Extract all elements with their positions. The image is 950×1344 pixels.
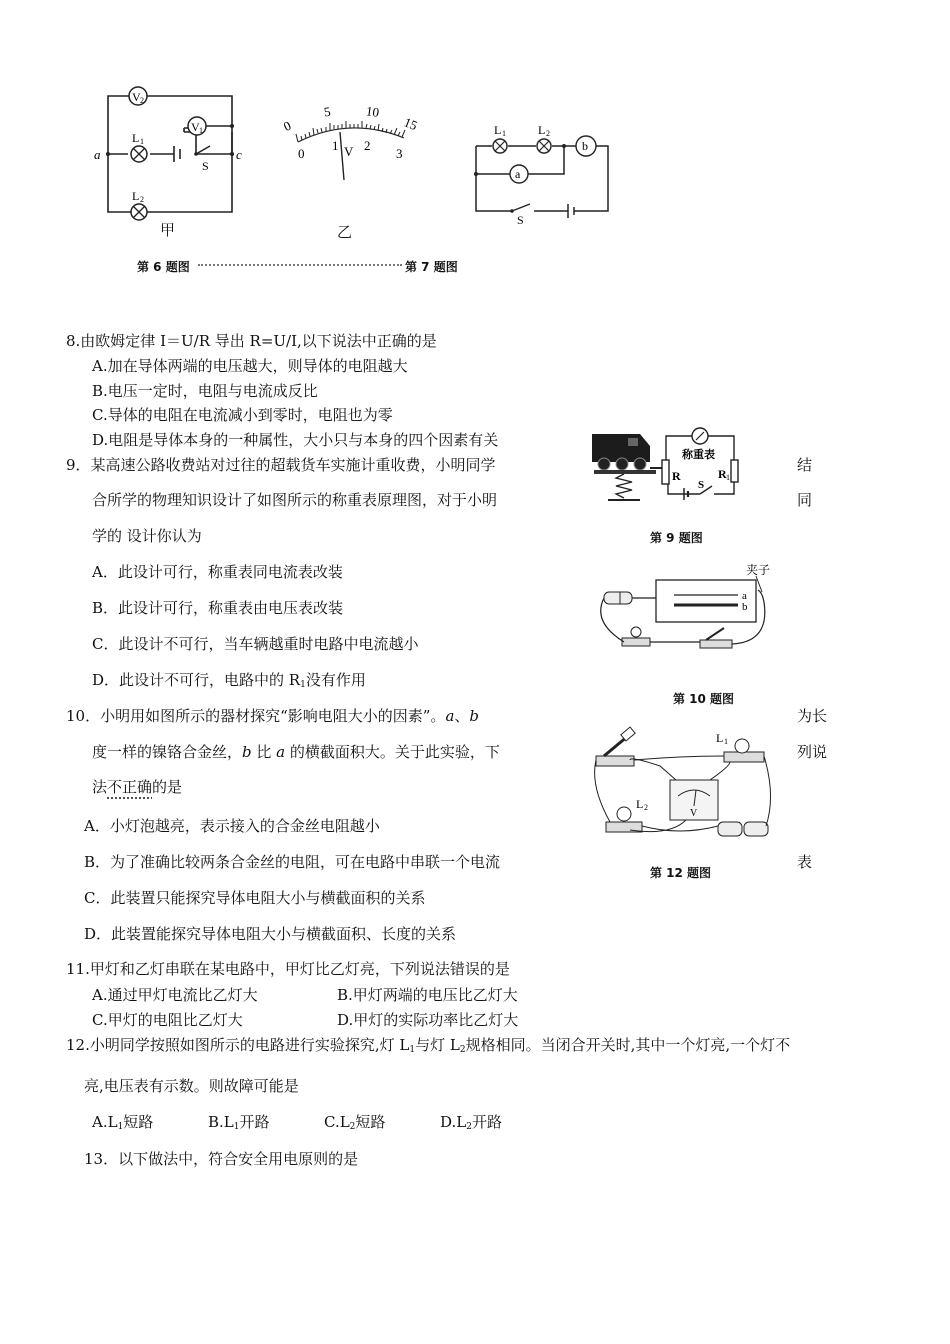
question-10-line-1: 10．小明用如图所示的器材探究“影响电阻大小的因素”。a、b <box>66 707 480 725</box>
voltmeter-icon <box>670 780 718 820</box>
svg-text:L: L <box>132 189 140 203</box>
svg-text:夹子: 夹子 <box>746 563 771 577</box>
question-9-option-a: A．此设计可行，称重表同电流表改装 <box>92 563 343 581</box>
lamp-l1-icon <box>131 131 147 162</box>
svg-text:R: R <box>672 469 681 483</box>
figure-6-voltmeter-dial <box>278 102 428 187</box>
svg-text:R: R <box>718 467 727 481</box>
svg-text:称重表: 称重表 <box>682 449 715 461</box>
question-12-line-2: 亮,电压表有示数。则故障可能是 <box>84 1077 299 1095</box>
question-9-line-2-tail: 同 <box>797 491 813 509</box>
question-9-line-1-tail: 结 <box>797 456 813 474</box>
weighing-meter-icon <box>681 428 715 461</box>
truck-icon <box>592 434 650 470</box>
svg-text:10: 10 <box>365 103 381 120</box>
svg-text:L: L <box>132 131 140 145</box>
figure-9-weighing-circuit <box>588 420 748 510</box>
figure-6-sub-label-jia: 甲 <box>160 221 176 239</box>
question-11-option-b: B.甲灯两端的电压比乙灯大 <box>337 986 518 1004</box>
figure-6-circuit-jia <box>88 80 248 230</box>
svg-text:1: 1 <box>199 126 203 135</box>
svg-text:1: 1 <box>332 138 339 153</box>
switch-s-icon <box>510 204 530 225</box>
svg-text:1: 1 <box>724 737 728 746</box>
svg-text:2: 2 <box>364 138 371 153</box>
figure-12-circuit-photo <box>590 726 780 854</box>
svg-text:S: S <box>202 159 209 173</box>
question-11-option-d: D.甲灯的实际功率比乙灯大 <box>337 1011 519 1029</box>
svg-text:1: 1 <box>502 129 506 138</box>
question-10-line-2: 度一样的镍铬合金丝，b 比 a 的横截面积大。关于此实验，下 <box>92 743 500 761</box>
figure-7-caption: 第 7 题图 <box>405 260 458 274</box>
svg-text:0: 0 <box>280 117 294 135</box>
question-8-option-d: D.电阻是导体本身的一种属性，大小只与本身的四个因素有关 <box>92 431 499 449</box>
question-9-line-2: 合所学的物理知识设计了如图所示的称重表原理图，对于小明 <box>92 491 498 509</box>
lamp-l2-icon <box>131 189 147 220</box>
svg-text:1: 1 <box>140 137 144 146</box>
lamp-l2-icon <box>537 123 551 153</box>
question-12-option-c: $C.L_2$短路 <box>324 1113 386 1132</box>
question-11-stem: 11.甲灯和乙灯串联在某电路中，甲灯比乙灯亮，下列说法错误的是 <box>66 960 510 978</box>
question-10-option-b-tail: 表 <box>797 853 813 871</box>
question-9-option-d: D．此设计不可行，电路中的 $R_1$没有作用 <box>92 671 366 690</box>
question-9-option-b: B．此设计可行，称重表由电压表改装 <box>92 599 344 617</box>
question-10-line-3: 法不正确的是 <box>92 778 183 796</box>
meter-scale <box>296 121 405 142</box>
svg-text:S: S <box>698 479 705 491</box>
switch-icon <box>700 628 732 648</box>
switch-icon <box>596 727 635 766</box>
figure-10-wire-apparatus <box>590 562 780 662</box>
svg-text:a: a <box>94 147 101 162</box>
svg-text:0: 0 <box>298 146 305 161</box>
figure-6-sub-label-yi: 乙 <box>337 223 353 241</box>
svg-text:b: b <box>742 601 748 613</box>
lamp-l2-icon <box>606 797 648 832</box>
question-10-option-c: C．此装置只能探究导体电阻大小与横截面积的关系 <box>84 889 426 907</box>
svg-text:5: 5 <box>322 103 332 120</box>
svg-text:2: 2 <box>140 96 144 105</box>
question-9-line-1: 9．某高速公路收费站对过往的超载货车实施计重收费，小明同学 <box>66 456 496 474</box>
question-10-option-d: D．此装置能探究导体电阻大小与横截面积、长度的关系 <box>84 925 457 943</box>
svg-text:V: V <box>690 808 698 819</box>
svg-text:L: L <box>716 731 724 745</box>
switch-s-icon <box>698 479 712 494</box>
svg-text:2: 2 <box>644 803 648 812</box>
question-10-line-1-tail: 为长 <box>797 707 828 725</box>
question-8-stem: 8.由欧姆定律 I＝U/R 导出 R=U/I,以下说法中正确的是 <box>66 332 437 350</box>
svg-text:L: L <box>494 123 502 137</box>
question-12-option-d: $D.L_2$开路 <box>440 1113 502 1132</box>
svg-text:V: V <box>344 144 354 159</box>
question-10-option-a: A．小灯泡越亮，表示接入的合金丝电阻越小 <box>84 817 380 835</box>
lamp-l1-icon <box>716 731 764 762</box>
svg-text:3: 3 <box>396 146 403 161</box>
question-12-line-1: 12.小明同学按照如图所示的电路进行实验探究,灯 $L_1$与灯 $L_2$规格相同。当闭合开关时,其中一个灯亮,一个灯不 <box>66 1036 791 1055</box>
figure-7-circuit <box>470 110 620 225</box>
emphasis-not-correct: 不正确 <box>107 778 153 796</box>
battery-icon <box>718 822 768 836</box>
meter-a-icon <box>510 165 528 183</box>
figure-10-caption: 第 10 题图 <box>673 692 735 706</box>
voltmeter-v1-icon <box>184 117 232 135</box>
battery-icon <box>604 592 632 604</box>
question-12-option-b: $B.L_1$开路 <box>208 1113 270 1132</box>
meter-b-icon <box>576 136 596 156</box>
question-11-option-a: A.通过甲灯电流比乙灯大 <box>92 986 258 1004</box>
resistor-r1-icon <box>718 460 738 482</box>
svg-text:1: 1 <box>726 473 730 482</box>
question-8-option-c: C.导体的电阻在电流减小到零时，电阻也为零 <box>92 406 393 424</box>
svg-text:V: V <box>191 120 200 134</box>
svg-text:2: 2 <box>140 195 144 204</box>
question-11-option-c: C.甲灯的电阻比乙灯大 <box>92 1011 243 1029</box>
svg-text:15: 15 <box>401 114 420 134</box>
question-8-option-b: B.电压一定时，电阻与电流成反比 <box>92 382 318 400</box>
caption-leader-dots <box>198 264 402 266</box>
svg-text:c: c <box>236 147 242 162</box>
resistor-r-icon <box>662 460 681 484</box>
figure-6-caption: 第 6 题图 <box>137 260 190 274</box>
question-12-option-a: $A.L_1$短路 <box>92 1113 154 1132</box>
wire-board <box>656 580 756 622</box>
question-9-option-c: C．此设计不可行，当车辆越重时电路中电流越小 <box>92 635 419 653</box>
question-10-line-2-tail: 列说 <box>797 743 828 761</box>
svg-text:L: L <box>538 123 546 137</box>
svg-text:b: b <box>582 139 588 153</box>
svg-text:V: V <box>132 90 141 104</box>
svg-text:a: a <box>742 590 747 602</box>
question-13-stem: 13．以下做法中，符合安全用电原则的是 <box>84 1150 359 1168</box>
svg-text:a: a <box>515 167 521 181</box>
svg-text:L: L <box>636 797 644 811</box>
question-10-option-b: B．为了准确比较两条合金丝的电阻，可在电路中串联一个电流 <box>84 853 501 871</box>
figure-9-caption: 第 9 题图 <box>650 531 703 545</box>
svg-text:2: 2 <box>546 129 550 138</box>
spring-icon <box>608 474 640 500</box>
voltmeter-v2-icon <box>129 87 147 105</box>
lamp-l1-icon <box>493 123 507 153</box>
question-9-line-3: 学的 设计你认为 <box>92 527 202 545</box>
svg-text:S: S <box>517 213 524 225</box>
question-8-option-a: A.加在导体两端的电压越大，则导体的电阻越大 <box>92 357 408 375</box>
lamp-icon <box>622 627 650 646</box>
figure-12-caption: 第 12 题图 <box>650 866 712 880</box>
